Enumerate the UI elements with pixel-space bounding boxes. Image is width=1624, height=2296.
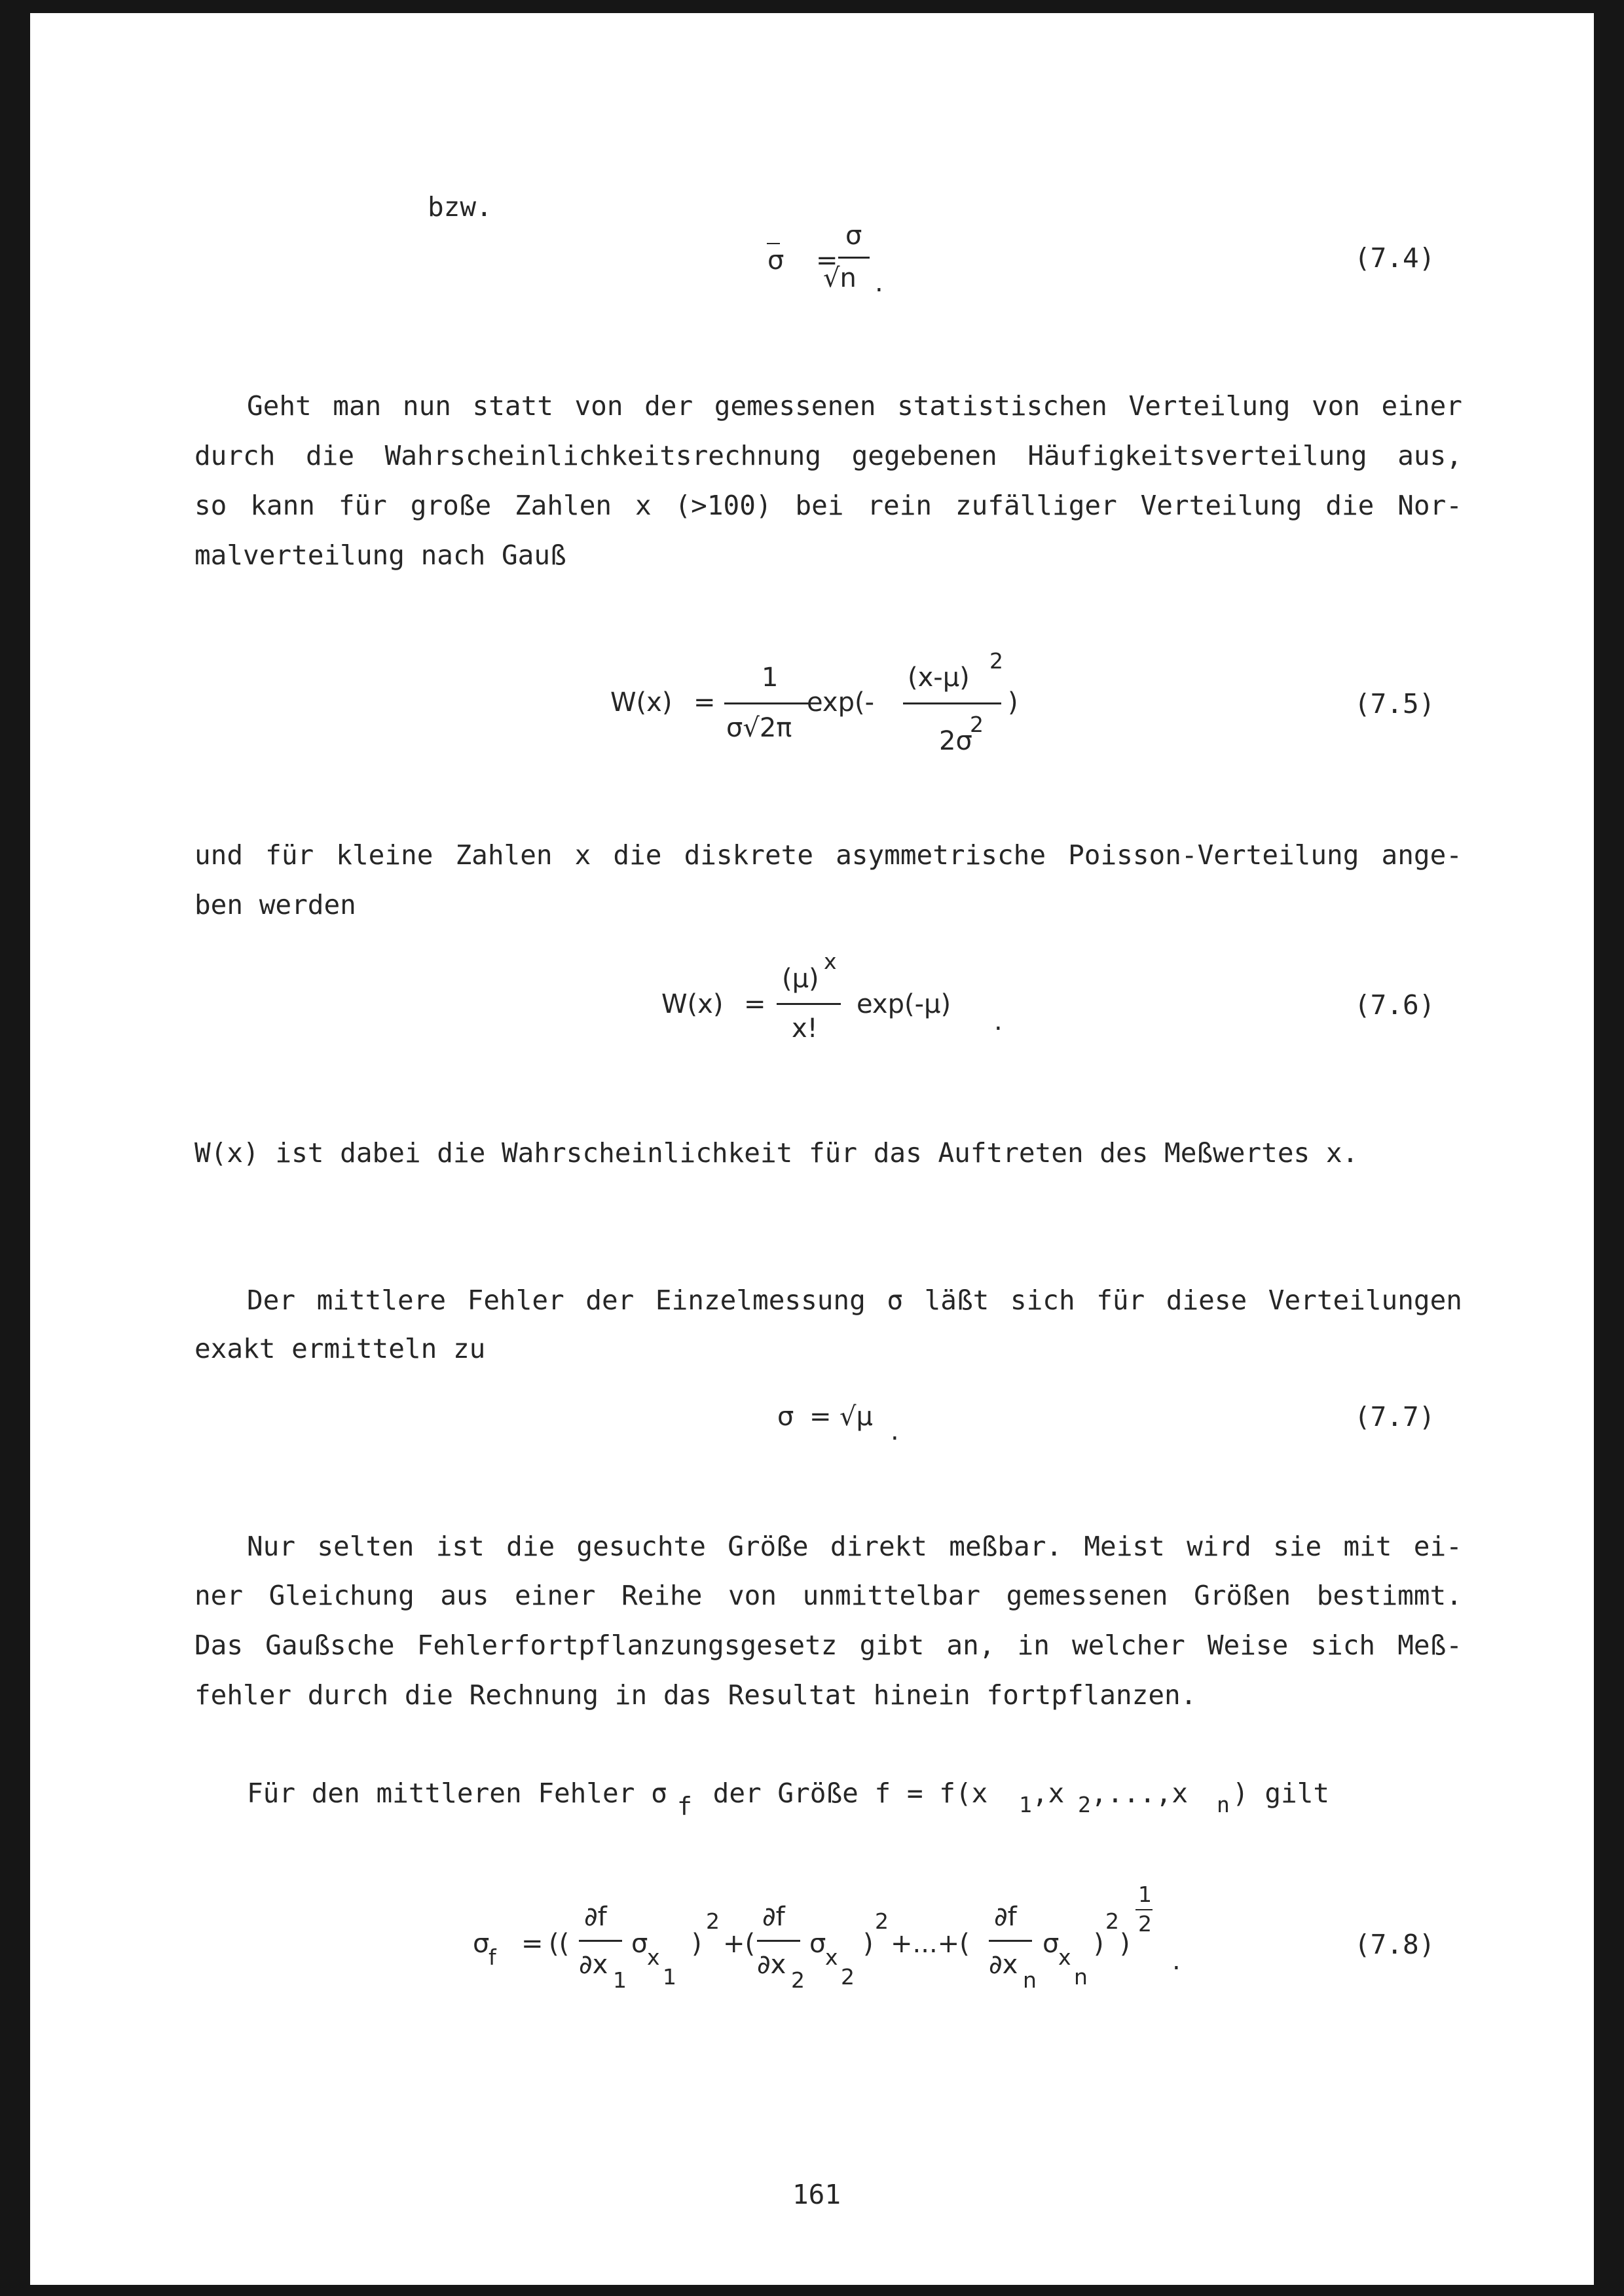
para6-text-b: der Größe f = f(x bbox=[697, 1777, 988, 1809]
word: von bbox=[728, 1580, 777, 1611]
eq78-t2-x-sub: 2 bbox=[841, 1964, 855, 1990]
eq78-half-num: 1 bbox=[1138, 1882, 1152, 1907]
word: Häufigkeitsverteilung bbox=[1027, 440, 1367, 471]
word: die bbox=[506, 1531, 555, 1562]
eq74-number: (7.4) bbox=[1354, 242, 1435, 274]
word: und bbox=[194, 839, 244, 871]
word: bestimmt. bbox=[1316, 1580, 1462, 1611]
para5-line2 bbox=[194, 1582, 1462, 1609]
word: Verteilungen bbox=[1268, 1285, 1462, 1316]
word: aus, bbox=[1397, 440, 1462, 471]
word: unmittelbar bbox=[802, 1580, 981, 1611]
eq77-equals: = bbox=[809, 1402, 832, 1432]
eq78-equals: = bbox=[521, 1929, 544, 1959]
word: sich bbox=[1310, 1630, 1376, 1661]
text-bzw: bzw. bbox=[428, 191, 492, 223]
eq78-t1-den: ∂x bbox=[579, 1950, 608, 1980]
para6-text-a: Für den mittleren Fehler σ bbox=[247, 1777, 667, 1809]
eq77-number: (7.7) bbox=[1354, 1401, 1435, 1432]
eq75-close: ) bbox=[1008, 687, 1018, 718]
eq76-equals: = bbox=[744, 989, 766, 1019]
word: für bbox=[265, 839, 314, 871]
word: Poisson-Verteilung bbox=[1068, 839, 1359, 871]
word: diskrete bbox=[684, 839, 814, 871]
para1-line1 bbox=[247, 390, 1462, 422]
eq76-num: (μ) bbox=[782, 964, 819, 994]
eq77-lhs: σ bbox=[777, 1402, 794, 1432]
eq78-outer-close: ) bbox=[1120, 1929, 1130, 1959]
eq75-equals: = bbox=[693, 687, 716, 718]
word: die bbox=[613, 839, 662, 871]
eq78-half-den: 2 bbox=[1138, 1911, 1152, 1937]
para5-line3 bbox=[194, 1632, 1462, 1659]
para6-sub-2: 2 bbox=[1078, 1792, 1091, 1817]
word: Der bbox=[247, 1285, 296, 1316]
word: gibt bbox=[859, 1630, 925, 1661]
eq78-t2-den: ∂x bbox=[757, 1950, 786, 1980]
eq74-denominator: √n bbox=[823, 263, 857, 293]
para6-text-e: ) gilt bbox=[1232, 1777, 1330, 1809]
word: kleine bbox=[336, 839, 434, 871]
para2-line1 bbox=[194, 839, 1462, 871]
eq78-plus1: +( bbox=[723, 1929, 756, 1959]
word: die bbox=[305, 440, 355, 471]
eq78-period: . bbox=[1172, 1946, 1181, 1976]
word: Größe bbox=[728, 1531, 809, 1562]
para3-line1: W(x) ist dabei die Wahrscheinlichkeit für das Auftreten des Meßwertes x. bbox=[194, 1137, 1359, 1169]
para4-line1 bbox=[247, 1287, 1462, 1314]
word: einer bbox=[514, 1580, 596, 1611]
eq75-num2: (x-μ) bbox=[908, 663, 970, 693]
para6-text-c: ,x bbox=[1032, 1777, 1065, 1809]
word: diese bbox=[1166, 1285, 1247, 1316]
eq78-t3-den: ∂x bbox=[989, 1950, 1018, 1980]
eq75-number: (7.5) bbox=[1354, 688, 1435, 720]
word: so bbox=[194, 490, 227, 521]
eq75-lhs: W(x) bbox=[610, 687, 673, 718]
word: ist bbox=[435, 1531, 485, 1562]
para4-line2: exakt ermitteln zu bbox=[194, 1333, 486, 1364]
word: die bbox=[1325, 490, 1375, 521]
eq78-t3-num: ∂f bbox=[994, 1902, 1017, 1932]
eq78-dots: +...+( bbox=[891, 1929, 970, 1959]
word: ange- bbox=[1381, 839, 1462, 871]
eq78-t3-close: ) bbox=[1094, 1929, 1104, 1959]
word: Geht bbox=[247, 390, 312, 422]
eq78-t2-close: ) bbox=[863, 1929, 874, 1959]
word: einer bbox=[1381, 390, 1462, 422]
eq78-t1-exp: 2 bbox=[706, 1908, 720, 1934]
para6-sub-1: 1 bbox=[1019, 1792, 1032, 1817]
para6-sub-n: n bbox=[1217, 1792, 1230, 1817]
eq78-number: (7.8) bbox=[1354, 1929, 1435, 1960]
word: asymmetrische bbox=[836, 839, 1046, 871]
eq78-t2-den-sub: 2 bbox=[791, 1967, 805, 1993]
word: rein bbox=[867, 490, 932, 521]
page-number: 161 bbox=[792, 2179, 841, 2210]
eq75-den2-exponent: 2 bbox=[970, 712, 984, 737]
word: sich bbox=[1010, 1285, 1075, 1316]
word: Zahlen bbox=[455, 839, 553, 871]
para1-line2 bbox=[194, 440, 1462, 471]
word: statt bbox=[472, 390, 553, 422]
word: ner bbox=[194, 1580, 244, 1611]
eq76-number: (7.6) bbox=[1354, 989, 1435, 1021]
word: Verteilung bbox=[1128, 390, 1291, 422]
word: an, bbox=[946, 1630, 995, 1661]
word: gemessenen bbox=[1006, 1580, 1168, 1611]
word: Wahrscheinlichkeitsrechnung bbox=[384, 440, 822, 471]
eq74-lhs: σ bbox=[767, 246, 784, 276]
eq77-rhs: √μ bbox=[840, 1402, 873, 1432]
word: Nor- bbox=[1397, 490, 1462, 521]
word: große bbox=[410, 490, 492, 521]
eq78-t3-den-sub: n bbox=[1023, 1967, 1037, 1993]
eq78-lhs-sub: f bbox=[489, 1944, 496, 1970]
word: mit bbox=[1343, 1531, 1392, 1562]
word: statistischen bbox=[897, 390, 1107, 422]
word: Zahlen bbox=[514, 490, 612, 521]
word: gesuchte bbox=[576, 1531, 706, 1562]
eq78-t1-sigma: σ bbox=[631, 1929, 648, 1959]
word: Größen bbox=[1194, 1580, 1291, 1611]
document-page bbox=[30, 13, 1594, 2285]
eq78-t2-x: x bbox=[825, 1944, 838, 1970]
word: gemessenen bbox=[714, 390, 876, 422]
eq75-exp: exp(- bbox=[807, 687, 875, 718]
word: mittlere bbox=[316, 1285, 447, 1316]
eq76-num-exponent: x bbox=[824, 949, 837, 974]
word: Gleichung bbox=[268, 1580, 415, 1611]
word: Einzelmessung bbox=[655, 1285, 866, 1316]
word: welcher bbox=[1072, 1630, 1185, 1661]
eq74-equals: = bbox=[816, 246, 838, 276]
eq76-den: x! bbox=[792, 1013, 818, 1044]
eq78-open: (( bbox=[549, 1929, 570, 1959]
eq78-t3-sigma: σ bbox=[1043, 1929, 1060, 1959]
eq75-num1: 1 bbox=[762, 663, 779, 693]
word: läßt bbox=[924, 1285, 989, 1316]
word: direkt bbox=[830, 1531, 927, 1562]
para5-line1 bbox=[247, 1533, 1462, 1560]
eq76-rhs: exp(-μ) bbox=[857, 989, 951, 1019]
word: σ bbox=[887, 1285, 904, 1316]
word: Verteilung bbox=[1140, 490, 1302, 521]
word: meßbar. bbox=[949, 1531, 1063, 1562]
word: von bbox=[1311, 390, 1360, 422]
word: in bbox=[1017, 1630, 1050, 1661]
word: Nur bbox=[247, 1531, 296, 1562]
word: Meß- bbox=[1397, 1630, 1462, 1661]
eq75-den1: σ√2π bbox=[726, 713, 792, 743]
word: nun bbox=[402, 390, 451, 422]
word: durch bbox=[194, 440, 276, 471]
word: von bbox=[574, 390, 623, 422]
word: aus bbox=[440, 1580, 489, 1611]
word: Das bbox=[194, 1630, 244, 1661]
word: man bbox=[333, 390, 382, 422]
eq75-den2: 2σ bbox=[939, 726, 972, 756]
eq74-period: . bbox=[875, 268, 883, 298]
para2-line2: ben werden bbox=[194, 889, 356, 920]
eq78-t1-den-sub: 1 bbox=[613, 1967, 627, 1993]
eq78-lhs: σ bbox=[473, 1929, 490, 1959]
word: Meist bbox=[1084, 1531, 1165, 1562]
word: x bbox=[635, 490, 652, 521]
word: der bbox=[585, 1285, 635, 1316]
word: bei bbox=[795, 490, 844, 521]
word: der bbox=[644, 390, 693, 422]
word: Weise bbox=[1207, 1630, 1289, 1661]
word: für bbox=[338, 490, 387, 521]
eq78-t1-x-sub: 1 bbox=[663, 1964, 676, 1990]
word: kann bbox=[250, 490, 315, 521]
eq78-t2-num: ∂f bbox=[762, 1902, 785, 1932]
eq78-t1-num: ∂f bbox=[584, 1902, 607, 1932]
eq78-t2-exp: 2 bbox=[875, 1908, 889, 1934]
word: gegebenen bbox=[851, 440, 997, 471]
word: (>100) bbox=[674, 490, 772, 521]
para1-line4: malverteilung nach Gauß bbox=[194, 539, 566, 571]
eq78-t3-exp: 2 bbox=[1105, 1908, 1119, 1934]
eq75-num2-exponent: 2 bbox=[989, 648, 1003, 674]
eq78-t1-x: x bbox=[647, 1944, 660, 1970]
word: Fehler bbox=[467, 1285, 564, 1316]
word: x bbox=[574, 839, 591, 871]
eq78-t3-x-sub: n bbox=[1074, 1964, 1088, 1990]
eq78-t3-x: x bbox=[1058, 1944, 1071, 1970]
eq77-period: . bbox=[891, 1416, 899, 1446]
para6-text-d: ,...,x bbox=[1091, 1777, 1189, 1809]
para6-sub-f: f bbox=[677, 1792, 692, 1821]
para5-line4: fehler durch die Rechnung in das Resultat hinein fortpflanzen. bbox=[194, 1679, 1197, 1711]
word: sie bbox=[1273, 1531, 1322, 1562]
eq78-t1-close: ) bbox=[692, 1929, 702, 1959]
word: zufälliger bbox=[955, 490, 1117, 521]
word: selten bbox=[317, 1531, 415, 1562]
eq76-lhs: W(x) bbox=[661, 989, 724, 1019]
eq76-period: . bbox=[994, 1006, 1003, 1036]
eq78-t2-sigma: σ bbox=[809, 1929, 826, 1959]
word: wird bbox=[1187, 1531, 1251, 1562]
word: für bbox=[1096, 1285, 1145, 1316]
para1-line3 bbox=[194, 492, 1462, 519]
word: Gaußsche bbox=[265, 1630, 395, 1661]
eq74-numerator: σ bbox=[845, 221, 862, 251]
word: Fehlerfortpflanzungsgesetz bbox=[416, 1630, 838, 1661]
word: Reihe bbox=[621, 1580, 703, 1611]
word: ei- bbox=[1413, 1531, 1462, 1562]
